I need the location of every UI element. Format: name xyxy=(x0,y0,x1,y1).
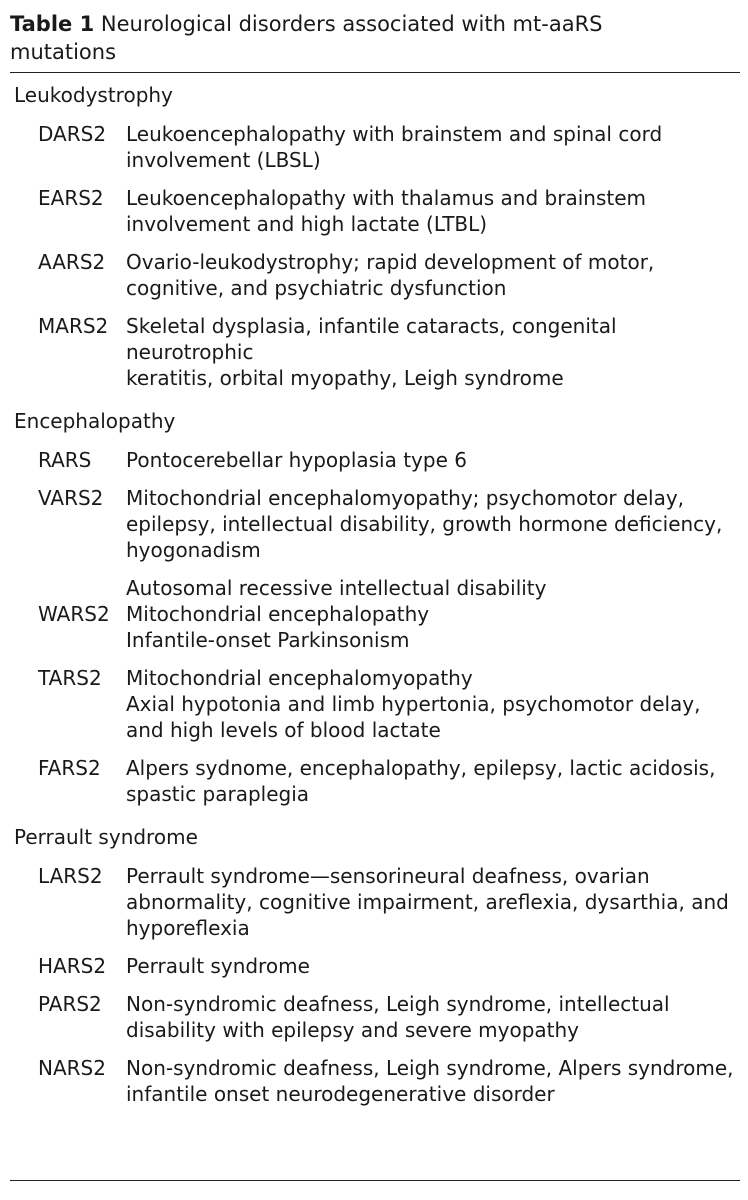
description-line: Autosomal recessive intellectual disability xyxy=(126,576,547,600)
gene-name: PARS2 xyxy=(38,992,102,1016)
table-row xyxy=(14,301,740,391)
section-title: Perrault syndrome xyxy=(14,825,198,849)
table-row xyxy=(14,237,740,301)
description-line: hyogonadism xyxy=(126,538,261,562)
disorder-description xyxy=(126,953,740,979)
description-line: Leukoencephalopathy with thalamus and brainstem xyxy=(126,186,646,210)
gene-name: HARS2 xyxy=(38,954,107,978)
description-line: Axial hypotonia and limb hypertonia, psychomotor delay, xyxy=(126,692,701,716)
gene-name: MARS2 xyxy=(38,314,109,338)
disorder-description xyxy=(126,991,740,1043)
description-line: Perrault syndrome—sensorineural deafness, ovarian xyxy=(126,864,650,888)
description-line: Alpers sydnome, encephalopathy, epilepsy, lactic acidosis, xyxy=(126,756,716,780)
gene-name: LARS2 xyxy=(38,864,103,888)
gene-name: NARS2 xyxy=(38,1056,106,1080)
disorder-description xyxy=(126,1055,740,1107)
disorder-description xyxy=(126,249,740,301)
table-section xyxy=(14,815,740,1115)
description-line: hyporeflexia xyxy=(126,916,250,940)
description-line: Mitochondrial encephalomyopathy; psychomotor delay, xyxy=(126,486,685,510)
table-section xyxy=(14,73,740,399)
table-row xyxy=(14,653,740,743)
table-row xyxy=(14,851,740,941)
gene-name: WARS2 xyxy=(38,602,110,626)
disorder-description xyxy=(126,575,740,653)
gene-name: RARS xyxy=(38,448,92,472)
table-row xyxy=(14,941,740,979)
disorder-description xyxy=(126,755,740,807)
table-label: Table 1 xyxy=(10,12,95,36)
caption-text-line2: mutations xyxy=(10,40,117,64)
description-line: Pontocerebellar hypoplasia type 6 xyxy=(126,448,467,472)
table-row xyxy=(14,979,740,1043)
gene-name: TARS2 xyxy=(38,666,102,690)
table-row xyxy=(14,109,740,173)
description-line: infantile onset neurodegenerative disorder xyxy=(126,1082,555,1106)
gene-name: AARS2 xyxy=(38,250,106,274)
section-title: Leukodystrophy xyxy=(14,83,173,107)
description-line: Infantile-onset Parkinsonism xyxy=(126,628,410,652)
description-line: cognitive, and psychiatric dysfunction xyxy=(126,276,507,300)
description-line: spastic paraplegia xyxy=(126,782,310,806)
description-line: involvement and high lactate (LTBL) xyxy=(126,212,488,236)
description-line: Non-syndromic deafness, Leigh syndrome, Alpers syndrome, xyxy=(126,1056,734,1080)
table-section xyxy=(14,399,740,815)
disorder-description xyxy=(126,447,740,473)
gene-name: FARS2 xyxy=(38,756,101,780)
table-row xyxy=(14,743,740,807)
description-line: Mitochondrial encephalopathy xyxy=(126,602,430,626)
description-line: Perrault syndrome xyxy=(126,954,310,978)
table-body xyxy=(14,73,740,1115)
description-line: Ovario-leukodystrophy; rapid development of motor, xyxy=(126,250,655,274)
section-title: Encephalopathy xyxy=(14,409,176,433)
table-row xyxy=(14,435,740,473)
description-line: Non-syndromic deafness, Leigh syndrome, intellectual xyxy=(126,992,670,1016)
description-line: Mitochondrial encephalomyopathy xyxy=(126,666,473,690)
description-line: disability with epilepsy and severe myopathy xyxy=(126,1018,579,1042)
description-line: epilepsy, intellectual disability, growth hormone deficiency, xyxy=(126,512,723,536)
disorder-description xyxy=(126,863,740,941)
disorder-description xyxy=(126,665,740,743)
gene-name: EARS2 xyxy=(38,186,104,210)
description-line: keratitis, orbital myopathy, Leigh syndrome xyxy=(126,366,564,390)
table-row xyxy=(14,473,740,563)
bottom-rule xyxy=(10,1180,740,1181)
description-line: Leukoencephalopathy with brainstem and spinal cord xyxy=(126,122,663,146)
table-row xyxy=(14,563,740,653)
table-row xyxy=(14,1043,740,1107)
description-line: and high levels of blood lactate xyxy=(126,718,441,742)
gene-name: DARS2 xyxy=(38,122,107,146)
caption-text-line1: Neurological disorders associated with mt-aaRS xyxy=(100,12,603,36)
disorder-description xyxy=(126,121,740,173)
description-line: abnormality, cognitive impairment, areflexia, dysarthia, and xyxy=(126,890,729,914)
description-line: Skeletal dysplasia, infantile cataracts, congenital neurotrophic xyxy=(126,314,617,364)
table-row xyxy=(14,173,740,237)
disorder-description xyxy=(126,185,740,237)
description-line: involvement (LBSL) xyxy=(126,148,321,172)
table-caption xyxy=(10,10,740,73)
gene-name: VARS2 xyxy=(38,486,104,510)
disorder-description xyxy=(126,313,740,391)
disorder-description xyxy=(126,485,740,563)
